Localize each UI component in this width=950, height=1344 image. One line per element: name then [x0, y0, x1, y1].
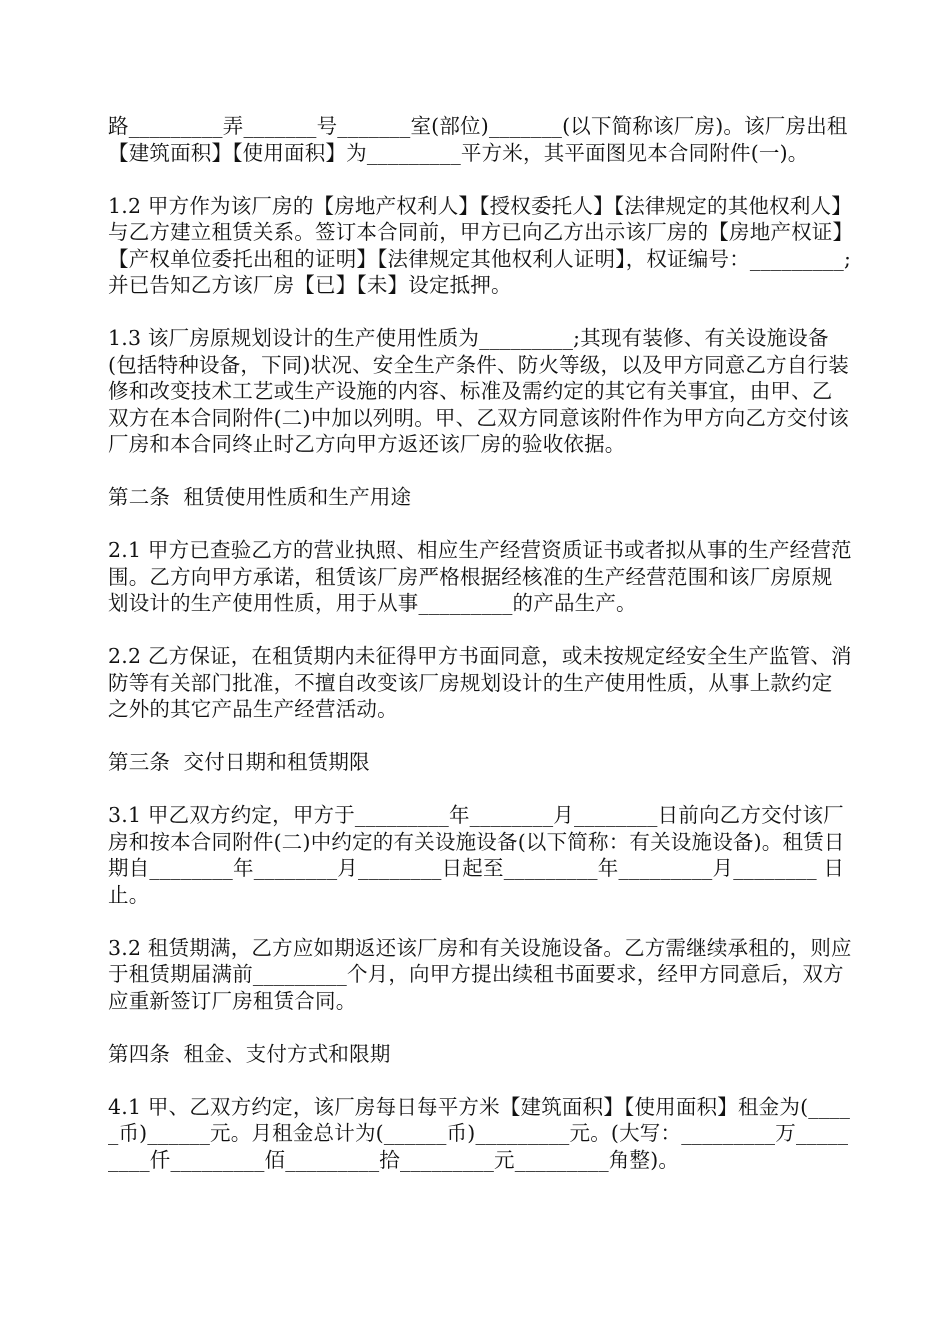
heading-article-4: 第四条 租金、支付方式和限期 — [108, 1041, 391, 1066]
paragraph-3-1: 3.1 甲乙双方约定，甲方于_________年________月________日前向乙方交付该厂房和按本合同附件(二)中约定的有关设施设备(以下简称：有关设施设备)。租赁日期自________年________月________日起至_________年_________月________ 日止。 — [108, 803, 845, 907]
paragraph-2-2: 2.2 乙方保证，在租赁期内未征得甲方书面同意，或未按规定经安全生产监管、消防等有关部门批准，不擅自改变该厂房规划设计的生产使用性质，从事上款约定之外的其它产品生产经营活动。 — [108, 644, 852, 721]
paragraph-4-1: 4.1 甲、乙双方约定，该厂房每日每平方米【建筑面积】【使用面积】租金为(_____币)______元。月租金总计为(______币)_________元。(大写：_________万_________仟_________佰_________拾_________元_________角整)。 — [108, 1094, 851, 1172]
document-page — [108, 113, 853, 1200]
paragraph-3-2: 3.2 租赁期满，乙方应如期返还该厂房和有关设施设备。乙方需继续承租的，则应于租赁期届满前_________个月，向甲方提出续租书面要求，经甲方同意后，双方应重新签订厂房租赁合同。 — [108, 935, 852, 1013]
paragraph-premises-address: 路_________弄_______号_______室(部位)_______(以下简称该厂房)。该厂房出租【建筑面积】【使用面积】为_________平方米，其平面图见本合同附件(一)。 — [108, 114, 848, 165]
paragraph-1-2: 1.2 甲方作为该厂房的【房地产权利人】【授权委托人】【法律规定的其他权利人】与乙方建立租赁关系。签订本合同前，甲方已向乙方出示该厂房的【房地产权证】【产权单位委托出租的证明】【法律规定其他权利人证明】，权证编号：_________;并已告知乙方该厂房【已】【未】设定抵押。 — [108, 193, 852, 297]
heading-article-2: 第二条 租赁使用性质和生产用途 — [108, 485, 412, 509]
paragraph-2-1: 2.1 甲方已查验乙方的营业执照、相应生产经营资质证书或者拟从事的生产经营范围。乙方向甲方承诺，租赁该厂房严格根据经核准的生产经营范围和该厂房原规划设计的生产使用性质，用于从事_________的产品生产。 — [108, 538, 852, 615]
paragraph-1-3: 1.3 该厂房原规划设计的生产使用性质为_________;其现有装修、有关设施设备(包括特种设备，下同)状况、安全生产条件、防火等级，以及甲方同意乙方自行装修和改变技术工艺或生产设施的内容、标准及需约定的其它有关事宜，由甲、乙双方在本合同附件(二)中加以列明。甲、乙双方同意该附件作为甲方向乙方交付该厂房和本合同终止时乙方向甲方返还该厂房的验收依据。 — [108, 326, 849, 456]
heading-article-3: 第三条 交付日期和租赁期限 — [108, 750, 370, 774]
